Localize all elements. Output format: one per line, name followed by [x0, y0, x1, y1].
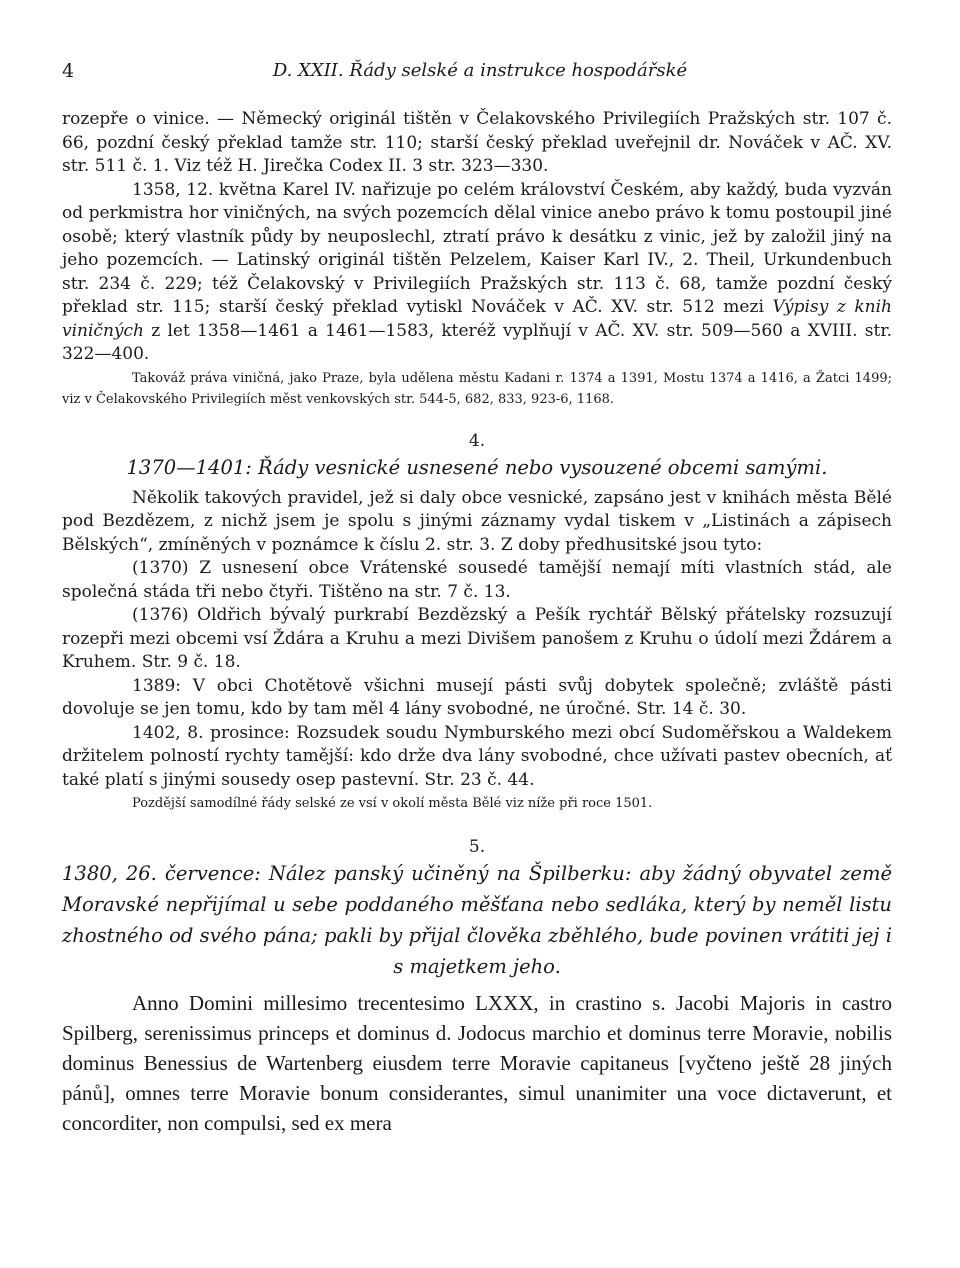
page-header: [62, 60, 898, 88]
section-4-note: Pozdější samodílné řády selské ze vsí v okolí města Bělé viz níže při roce 1501.: [132, 796, 653, 811]
page-body: [62, 108, 892, 1138]
section-5-title: 1380, 26. července: Nález panský učiněný na Špilberku: aby žádný obyvatel země Moravské nepřijímal u sebe poddaného měšťana nebo sedláka, který by neměl listu zhostného od svého pána; pakli by přijal člověka zběhlého, bude povinen vrátiti jej i s majetkem jeho.: [62, 862, 892, 978]
section-4-title: 1370—1401: Řády vesnické usnesené nebo vysouzené obcemi samými.: [126, 455, 828, 479]
section-5-number: 5.: [468, 837, 486, 857]
paragraph-1358: [62, 179, 892, 367]
running-head: D. XXII. Řády selské a instrukce hospodářské: [272, 60, 688, 81]
section-4-item: 1389: V obci Chotětově všichni musejí pásti svůj dobytek společně; zvláště pásti dovoluje se jen tomu, kdo by tam měl 4 lány svobodné, ne úročné. Str. 14 č. 30.: [62, 675, 892, 719]
section-5-latin-text: Anno Domini millesimo trecentesimo LXXX, in crastino s. Jacobi Majoris in castro Spilberg, serenissimus princeps et dominus d. Jodocus marchio et dominus terre Moravie, nobilis dominus Benessius de Wartenberg eiusdem terre Moravie capitaneus [vyčteno ještě 28 jiných pánů], omnes terre Moravie bonum considerantes, simul unanimiter una voce dictaverunt, et concorditer, non compulsi, sed ex mera: [62, 991, 892, 1135]
section-4-intro: Několik takových pravidel, jež si daly obce vesnické, zapsáno jest v knihách města Bělé pod Bezdězem, z nichž jsem je spolu s jinými záznamy vydal tiskem v „Listinách a zápisech Bělských“, zmíněných v poznámce k číslu 2. str. 3. Z doby předhusitské jsou tyto:: [62, 487, 892, 555]
section-4-item: (1370) Z usnesení obce Vrátenské sousedé tamější nemají míti vlastních stád, ale společná stáda tři nebo čtyři. Tištěno na str. 7 č. 13.: [62, 558, 892, 602]
paragraph-1358-italic: Výpisy z knih viničných: [62, 297, 892, 341]
section-4-number: 4.: [468, 430, 486, 451]
paragraph-1358-tail: z let 1358—1461 a 1461—1583, kteréž vyplňují v AČ. XV. str. 509—560 a XVIII. str. 322—400.: [62, 320, 892, 364]
page-number: 4: [62, 60, 75, 82]
section-4-item: 1402, 8. prosince: Rozsudek soudu Nymburského mezi obcí Sudoměřskou a Waldekem držitelem polností rychty tamější: kdo drže dva lány svobodné, chce užívati pastev obecních, ať také platí s jinými sousedy osep pastevní. Str. 23 č. 44.: [62, 722, 892, 790]
section-4-item: (1376) Oldřich bývalý purkrabí Bezdězský a Pešík rychtář Bělský přátelsky rozsuzují rozepři mezi obcemi vsí Ždára a Kruhu a mezi Divišem panošem z Kruhu o údolí mezi Ždárem a Kruhem. Str. 9 č. 18.: [62, 605, 892, 672]
paragraph-1358-text: 1358, 12. května Karel IV. nařizuje po celém království Českém, aby každý, buda vyzván od perkmistra hor viničných, na svých pozemcích dělal vinice anebo právo k tomu postoupil jiné osobě; který vlastník půdy by neuposlechl, ztratí právo k desátku z vinic, jež by založil jiný na jeho pozemcích. — Latinský originál tištěn Pelzelem, Kaiser Karl IV., 2. Theil, Urkundenbuch str. 234 č. 229; též Čelakovský v Privilegiích Pražských str. 113 č. 68, tamže pozdní český překlad str. 115; starší český překlad vytiskl Nováček v AČ. XV. str. 512 mezi: [62, 179, 892, 317]
footnote-vinicna: Takováž práva viničná, jako Praze, byla udělena městu Kadani r. 1374 a 1391, Mostu 1374 a 1416, a Žatci 1499; viz v Čelakovského Privilegiích měst venkovských str. 544-5, 682, 833, 923-6, 1168.: [62, 370, 892, 407]
paragraph-continued: rozepře o vinice. — Německý originál tištěn v Čelakovského Privilegiích Pražských str. 107 č. 66, pozdní český překlad tamže str. 110; starší český překlad uveřejnil dr. Nováček v AČ. XV. str. 511 č. 1. Viz též H. Jirečka Codex II. 3 str. 323—330.: [62, 109, 892, 176]
